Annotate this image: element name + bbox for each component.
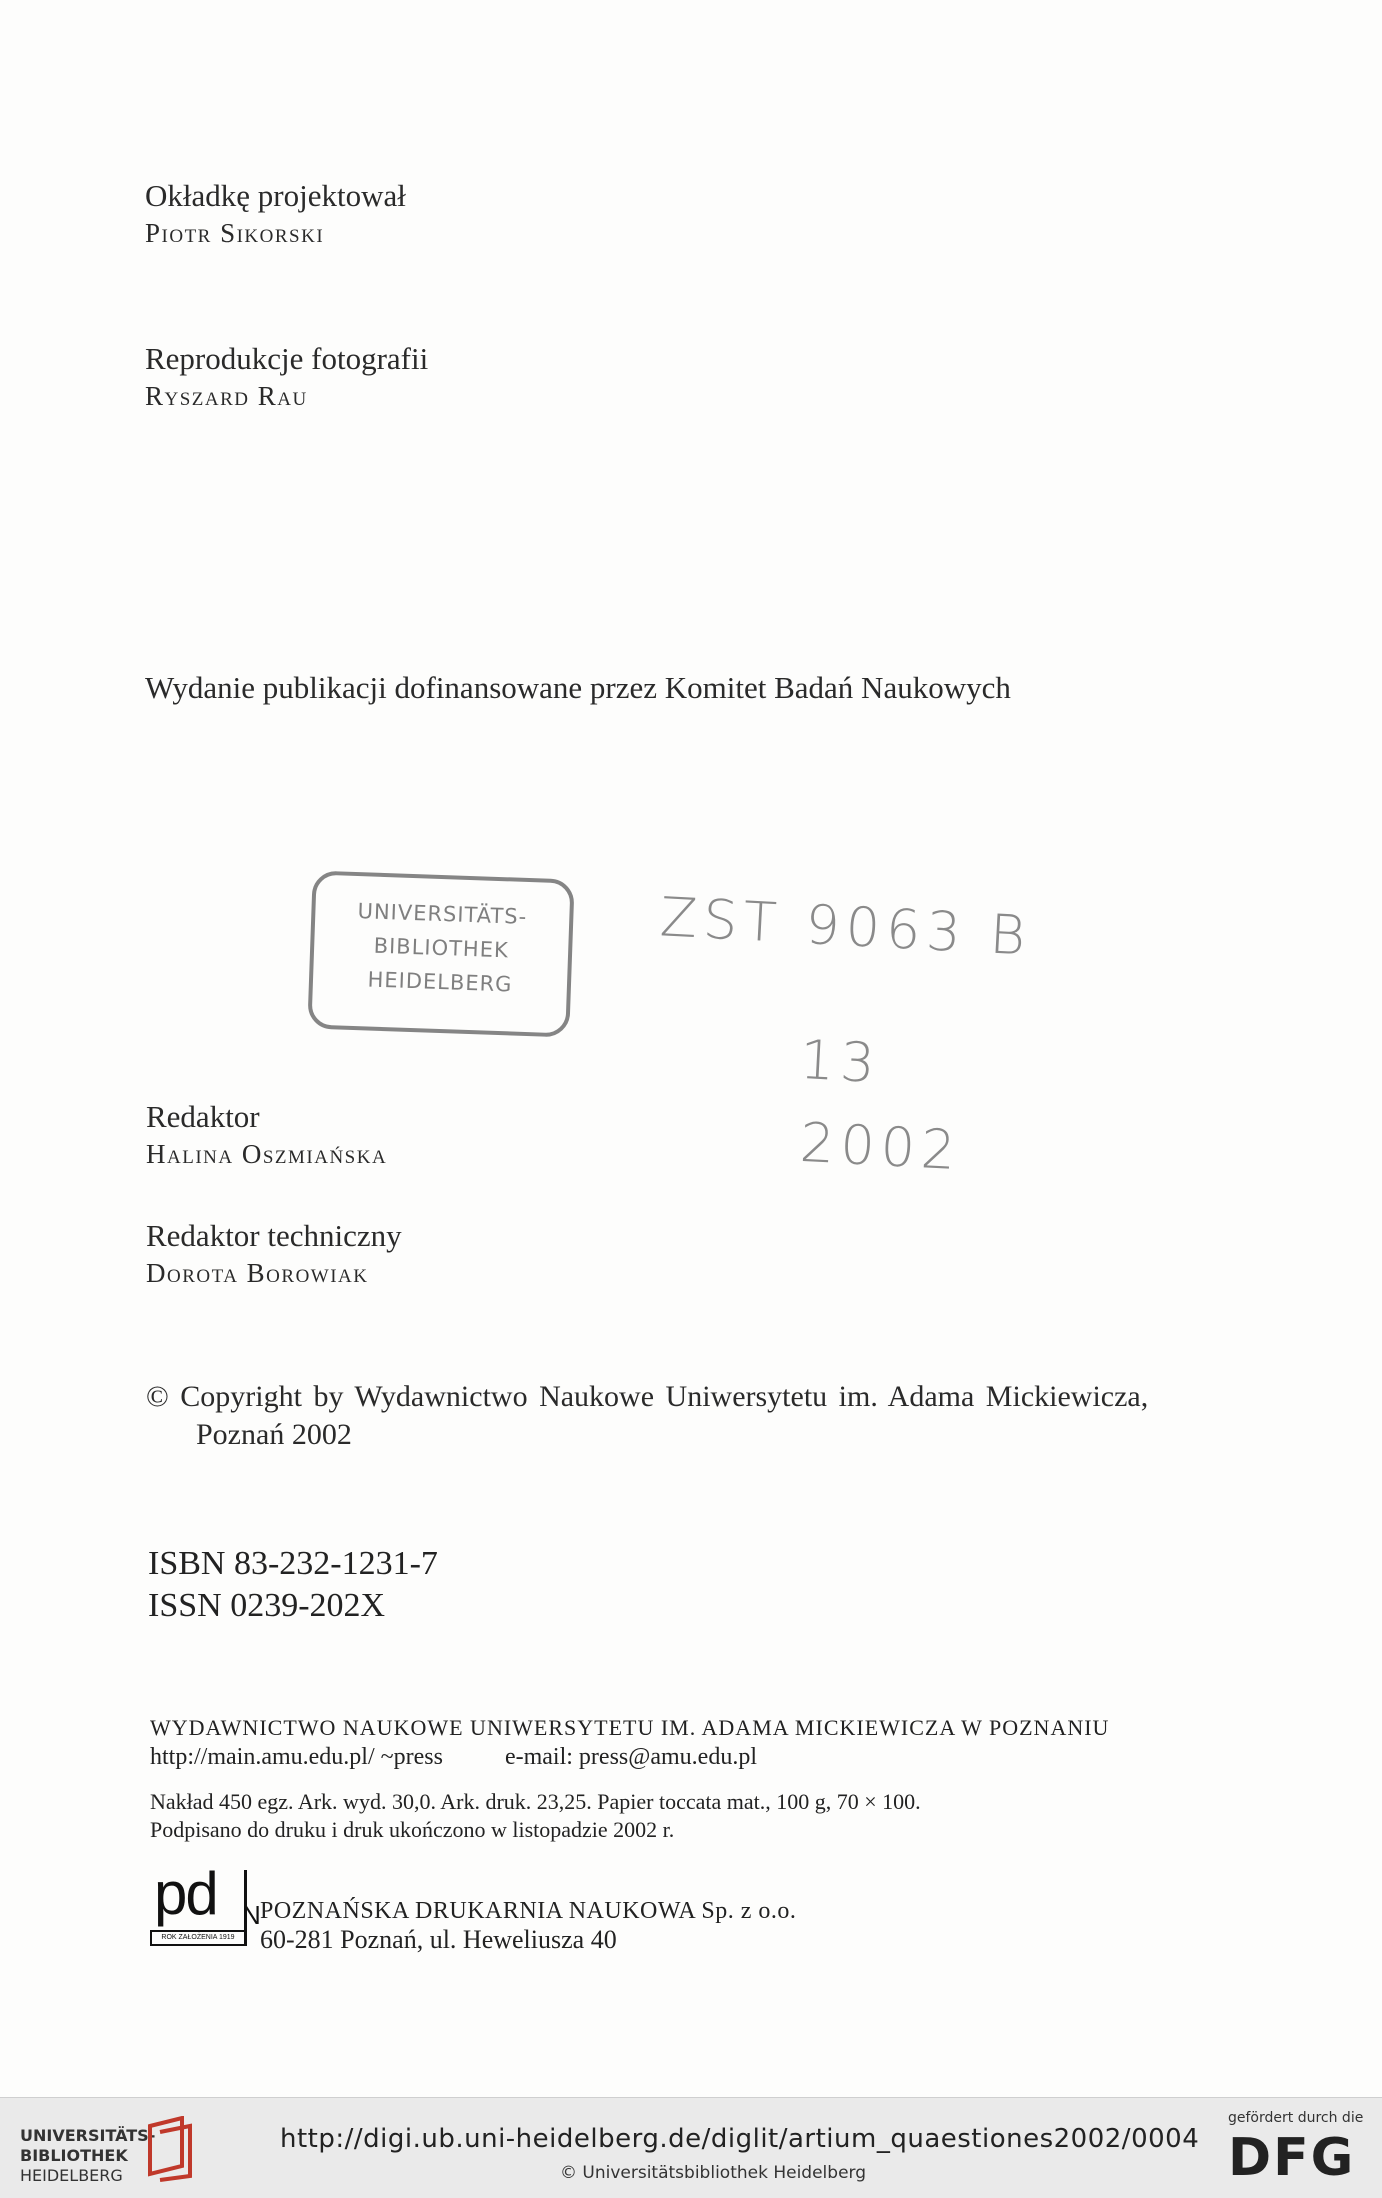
library-stamp <box>307 870 574 1037</box>
copyright-line-2: Poznań 2002 <box>196 1418 352 1451</box>
logo-n: N <box>242 1900 261 1930</box>
footer-copyright: © Universitätsbibliothek Heidelberg <box>560 2163 867 2183</box>
photo-credit <box>145 340 428 414</box>
handwritten-volume: 13 <box>798 1027 883 1096</box>
funding-note: Wydanie publikacji dofinansowane przez Komitet Badań Naukowych <box>145 670 1011 705</box>
tech-editor-credit <box>146 1217 402 1291</box>
photo-name: Ryszard Rau <box>145 381 308 411</box>
print-info <box>150 1788 921 1844</box>
ub-heidelberg-logo <box>20 2126 155 2186</box>
logo-founded: ROK ZAŁOŻENIA 1919 <box>150 1930 246 1946</box>
dfg-caption: gefördert durch die <box>1228 2110 1364 2126</box>
ub-line-3: HEIDELBERG <box>20 2166 123 2185</box>
isbn: ISBN 83-232-1231-7 <box>148 1545 438 1582</box>
logo-pd: pd <box>154 1860 217 1927</box>
print-info-line-1: Nakład 450 egz. Ark. wyd. 30,0. Ark. druk. 23,25. Papier toccata mat., 100 g, 70 × 100. <box>150 1789 921 1814</box>
identifiers <box>148 1543 438 1627</box>
editor-name: Halina Oszmiańska <box>146 1139 388 1169</box>
printer-info <box>260 1897 796 1955</box>
publisher-web: http://main.amu.edu.pl/ ~press <box>150 1744 443 1770</box>
cover-credit <box>145 177 406 251</box>
permalink-url[interactable]: http://digi.ub.uni-heidelberg.de/diglit/artium_quaestiones2002/0004 <box>280 2124 1200 2154</box>
copyright-line-1: © Copyright by Wydawnictwo Naukowe Uniwersytetu im. Adama Mickiewicza, <box>146 1380 1149 1413</box>
print-info-line-2: Podpisano do druku i druk ukończono w listopadzie 2002 r. <box>150 1817 675 1842</box>
dfg-logo: DFG <box>1228 2128 1356 2188</box>
handwritten-callnumber: ZST 9063 B <box>658 885 1033 968</box>
digitization-footer <box>0 2097 1382 2198</box>
printer-logo <box>150 1860 261 1948</box>
publisher-contact <box>150 1743 1250 1771</box>
stamp-line-1: UNIVERSITÄTS- <box>357 899 528 929</box>
editor-label: Redaktor <box>146 1099 260 1134</box>
editor-credit <box>146 1098 387 1172</box>
issn: ISSN 0239-202X <box>148 1587 386 1624</box>
publisher-email: e-mail: press@amu.edu.pl <box>504 1744 757 1770</box>
cover-label: Okładkę projektował <box>145 178 406 213</box>
photo-label: Reprodukcje fotografii <box>145 341 429 376</box>
ub-line-2: BIBLIOTHEK <box>20 2146 128 2165</box>
cover-name: Piotr Sikorski <box>145 218 325 248</box>
ub-emblem-icon <box>142 2116 194 2182</box>
publisher-info <box>150 1715 1250 1771</box>
handwritten-year: 2002 <box>798 1110 963 1183</box>
ub-line-1: UNIVERSITÄTS- <box>20 2126 156 2145</box>
tech-editor-name: Dorota Borowiak <box>146 1258 369 1288</box>
copyright-notice <box>146 1378 1306 1454</box>
printer-name: POZNAŃSKA DRUKARNIA NAUKOWA Sp. z o.o. <box>260 1898 797 1924</box>
tech-editor-label: Redaktor techniczny <box>146 1218 402 1253</box>
stamp-line-2: BIBLIOTHEK <box>373 933 510 963</box>
publisher-name: WYDAWNICTWO NAUKOWE UNIWERSYTETU IM. ADAMA MICKIEWICZA W POZNANIU <box>150 1715 1110 1740</box>
stamp-line-3: HEIDELBERG <box>367 967 513 997</box>
printer-address: 60-281 Poznań, ul. Heweliusza 40 <box>260 1925 617 1954</box>
